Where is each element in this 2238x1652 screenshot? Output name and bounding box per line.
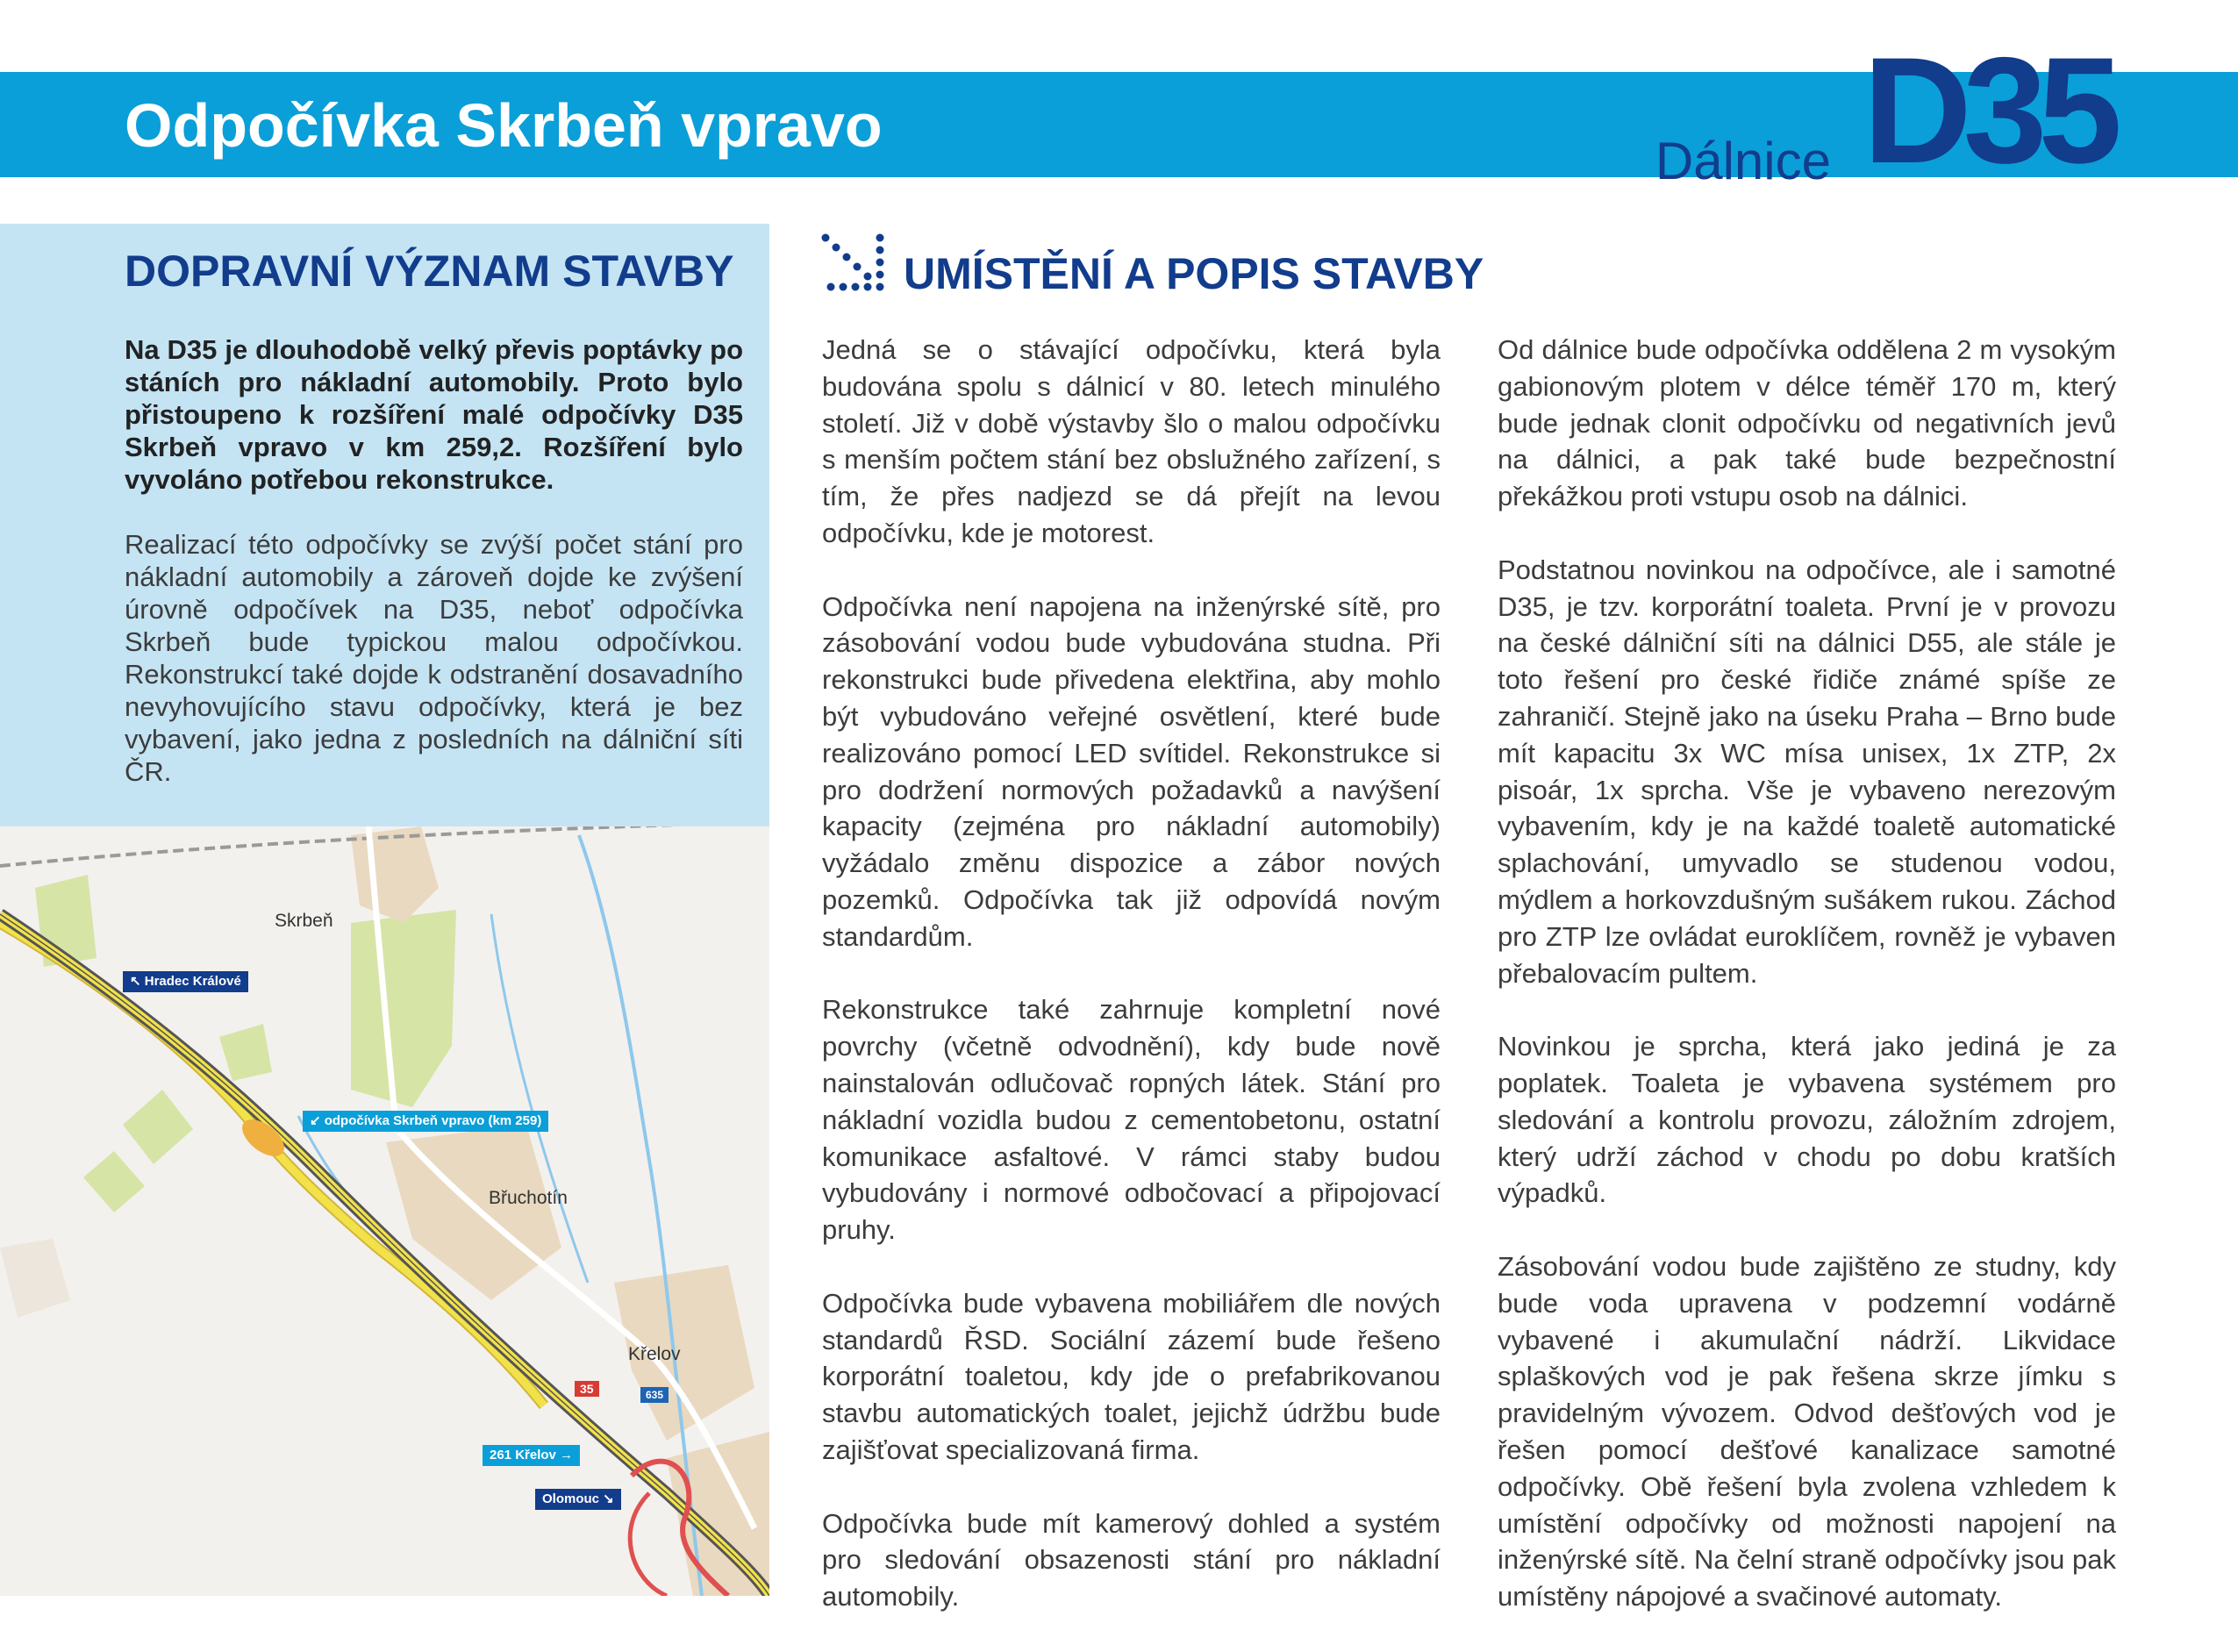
paragraph: Novinkou je sprcha, která jako jediná je za poplatek. Toaleta je vybavena systémem pro sledování a kontrolu provozu, záložním zdrojem, který udrží záchod v chodu po dobu kratších výpadků.	[1498, 1031, 2116, 1209]
lead-paragraph: Na D35 je dlouhodobě velký převis poptávky po stáních pro nákladní automobily. Proto bylo přistoupeno k rozšíření malé odpočívky D35 Skrbeň vpravo v km 259,2. Rozšíření bylo vyvoláno potřebou rekonstrukce.	[125, 334, 743, 495]
paragraph: Odpočívka není napojena na inženýrské sítě, pro zásobování vodou bude vybudována studna. Při rekonstrukci bude přivedena elektřina, aby mohlo být vybudováno veřejné osvětlení, které bude realizováno pomocí LED svítidel. Rekonstrukce si pro dodržení normových požadavků a navýšení kapacity (zejména pro nákladní automobily) vyžádalo změnu dispozice a zábor nových pozemků. Odpočívka tak již odpovídá novým standardům.	[822, 590, 1441, 952]
map-shield-35: 35	[575, 1381, 599, 1397]
location-map	[0, 826, 769, 1596]
brand-code: D35	[1863, 26, 2113, 195]
brand-word: Dálnice	[1655, 132, 1831, 190]
map-sign-hradec-kralove: ↖ Hradec Králové	[123, 971, 248, 992]
map-town-skrben: Skrbeň	[275, 911, 333, 931]
section-heading-location: UMÍSTĚNÍ A POPIS STAVBY	[904, 249, 1484, 298]
text-column-2	[1498, 332, 2116, 1652]
map-sign-rest-area: ↙ odpočívka Skrbeň vpravo (km 259)	[303, 1111, 548, 1132]
paragraph: Od dálnice bude odpočívka oddělena 2 m vysokým gabionovým plotem v délce téměř 170 m, který bude jednak clonit odpočívku od negativních jevů na dálnici, a pak také bude bezpečnostní překážkou proti vstupu osob na dálnici.	[1498, 334, 2116, 512]
dots-arrow-icon	[820, 232, 886, 294]
text-column-1	[822, 332, 1441, 1652]
map-sign-exit-krelov: 261 Křelov →	[483, 1445, 580, 1466]
paragraph: Odpočívka bude mít kamerový dohled a systém pro sledování obsazenosti stání pro nákladní automobily.	[822, 1507, 1441, 1613]
map-drawing	[0, 826, 769, 1596]
paragraph: Rekonstrukce také zahrnuje kompletní nové povrchy (včetně odvodnění), kdy bude nově nainstalován odlučovač ropných látek. Stání pro nákladní vozidla budou z cementobetonu, ostatní komunikace asfaltové. V rámci staby budou vybudovány i normové odbočovací a připojovací pruhy.	[822, 994, 1441, 1246]
document-title: Odpočívka Skrbeň vpravo	[125, 91, 883, 160]
section-heading-traffic: DOPRAVNÍ VÝZNAM STAVBY	[125, 247, 734, 296]
map-shield-635: 635	[640, 1387, 669, 1403]
paragraph: Podstatnou novinkou na odpočívce, ale i samotné D35, je tzv. korporátní toaleta. První je v provozu na české dálniční síti na dálnici D55, ale stále je toto řešení pro české řidiče známé spíše ze zahraničí. Stejně jako na úseku Praha – Brno bude mít kapacitu 3x WC mísa unisex, 1x ZTP, 2x pisoár, 1x sprcha. Vše je vybaveno nerezovým vybavením, kdy je na každé toaletě automatické splachování, umyvadlo se studenou vodou, mýdlem a horkovzdušným sušákem rukou. Záchod pro ZTP lze ovládat euroklíčem, rovněž je vybaven přebalovacím pultem.	[1498, 554, 2116, 989]
map-town-bruchotin: Břuchotín	[489, 1188, 568, 1208]
map-sign-olomouc: Olomouc ↘	[535, 1489, 621, 1510]
paragraph: Odpočívka bude vybavena mobiliářem dle nových standardů ŘSD. Sociální zázemí bude řešeno korporátní toaletou, kdy jde o prefabrikovanou stavbu automatických toalet, jejichž údržbu bude zajišťovat specializovaná firma.	[822, 1287, 1441, 1465]
map-town-krelov: Křelov	[628, 1344, 681, 1364]
left-body-paragraph: Realizací této odpočívky se zvýší počet stání pro nákladní automobily a zároveň dojde ke zvýšení úrovně odpočívek na D35, neboť odpočívka Skrbeň bude typickou malou odpočívkou. Rekonstrukcí také dojde k odstranění dosavadního nevyhovujícího stavu odpočívky, která je bez vybavení, jako jedna z posledních na dálniční síti ČR.	[125, 529, 743, 787]
paragraph: Zásobování vodou bude zajištěno ze studny, kdy bude voda upravena v podzemní vodárně vybavené i akumulační nádrží. Likvidace splaškových vod je pak řešena skrze jímku s pravidelným vývozem. Odvod dešťových vod je řešen pomocí dešťové kanalizace samotné odpočívky. Obě řešení byla zvolena vzhledem k umístění odpočívky od možnosti napojení na inženýrské sítě. Na čelní straně odpočívky jsou pak umístěny nápojové a svačinové automaty.	[1498, 1250, 2116, 1613]
paragraph: Jedná se o stávající odpočívku, která byla budována spolu s dálnicí v 80. letech minulého století. Již v době výstavby šlo o malou odpočívku s menším počtem stání bez obslužného zařízení, s tím, že přes nadjezd se dá přejít na levou odpočívku, kde je motorest.	[822, 334, 1441, 548]
